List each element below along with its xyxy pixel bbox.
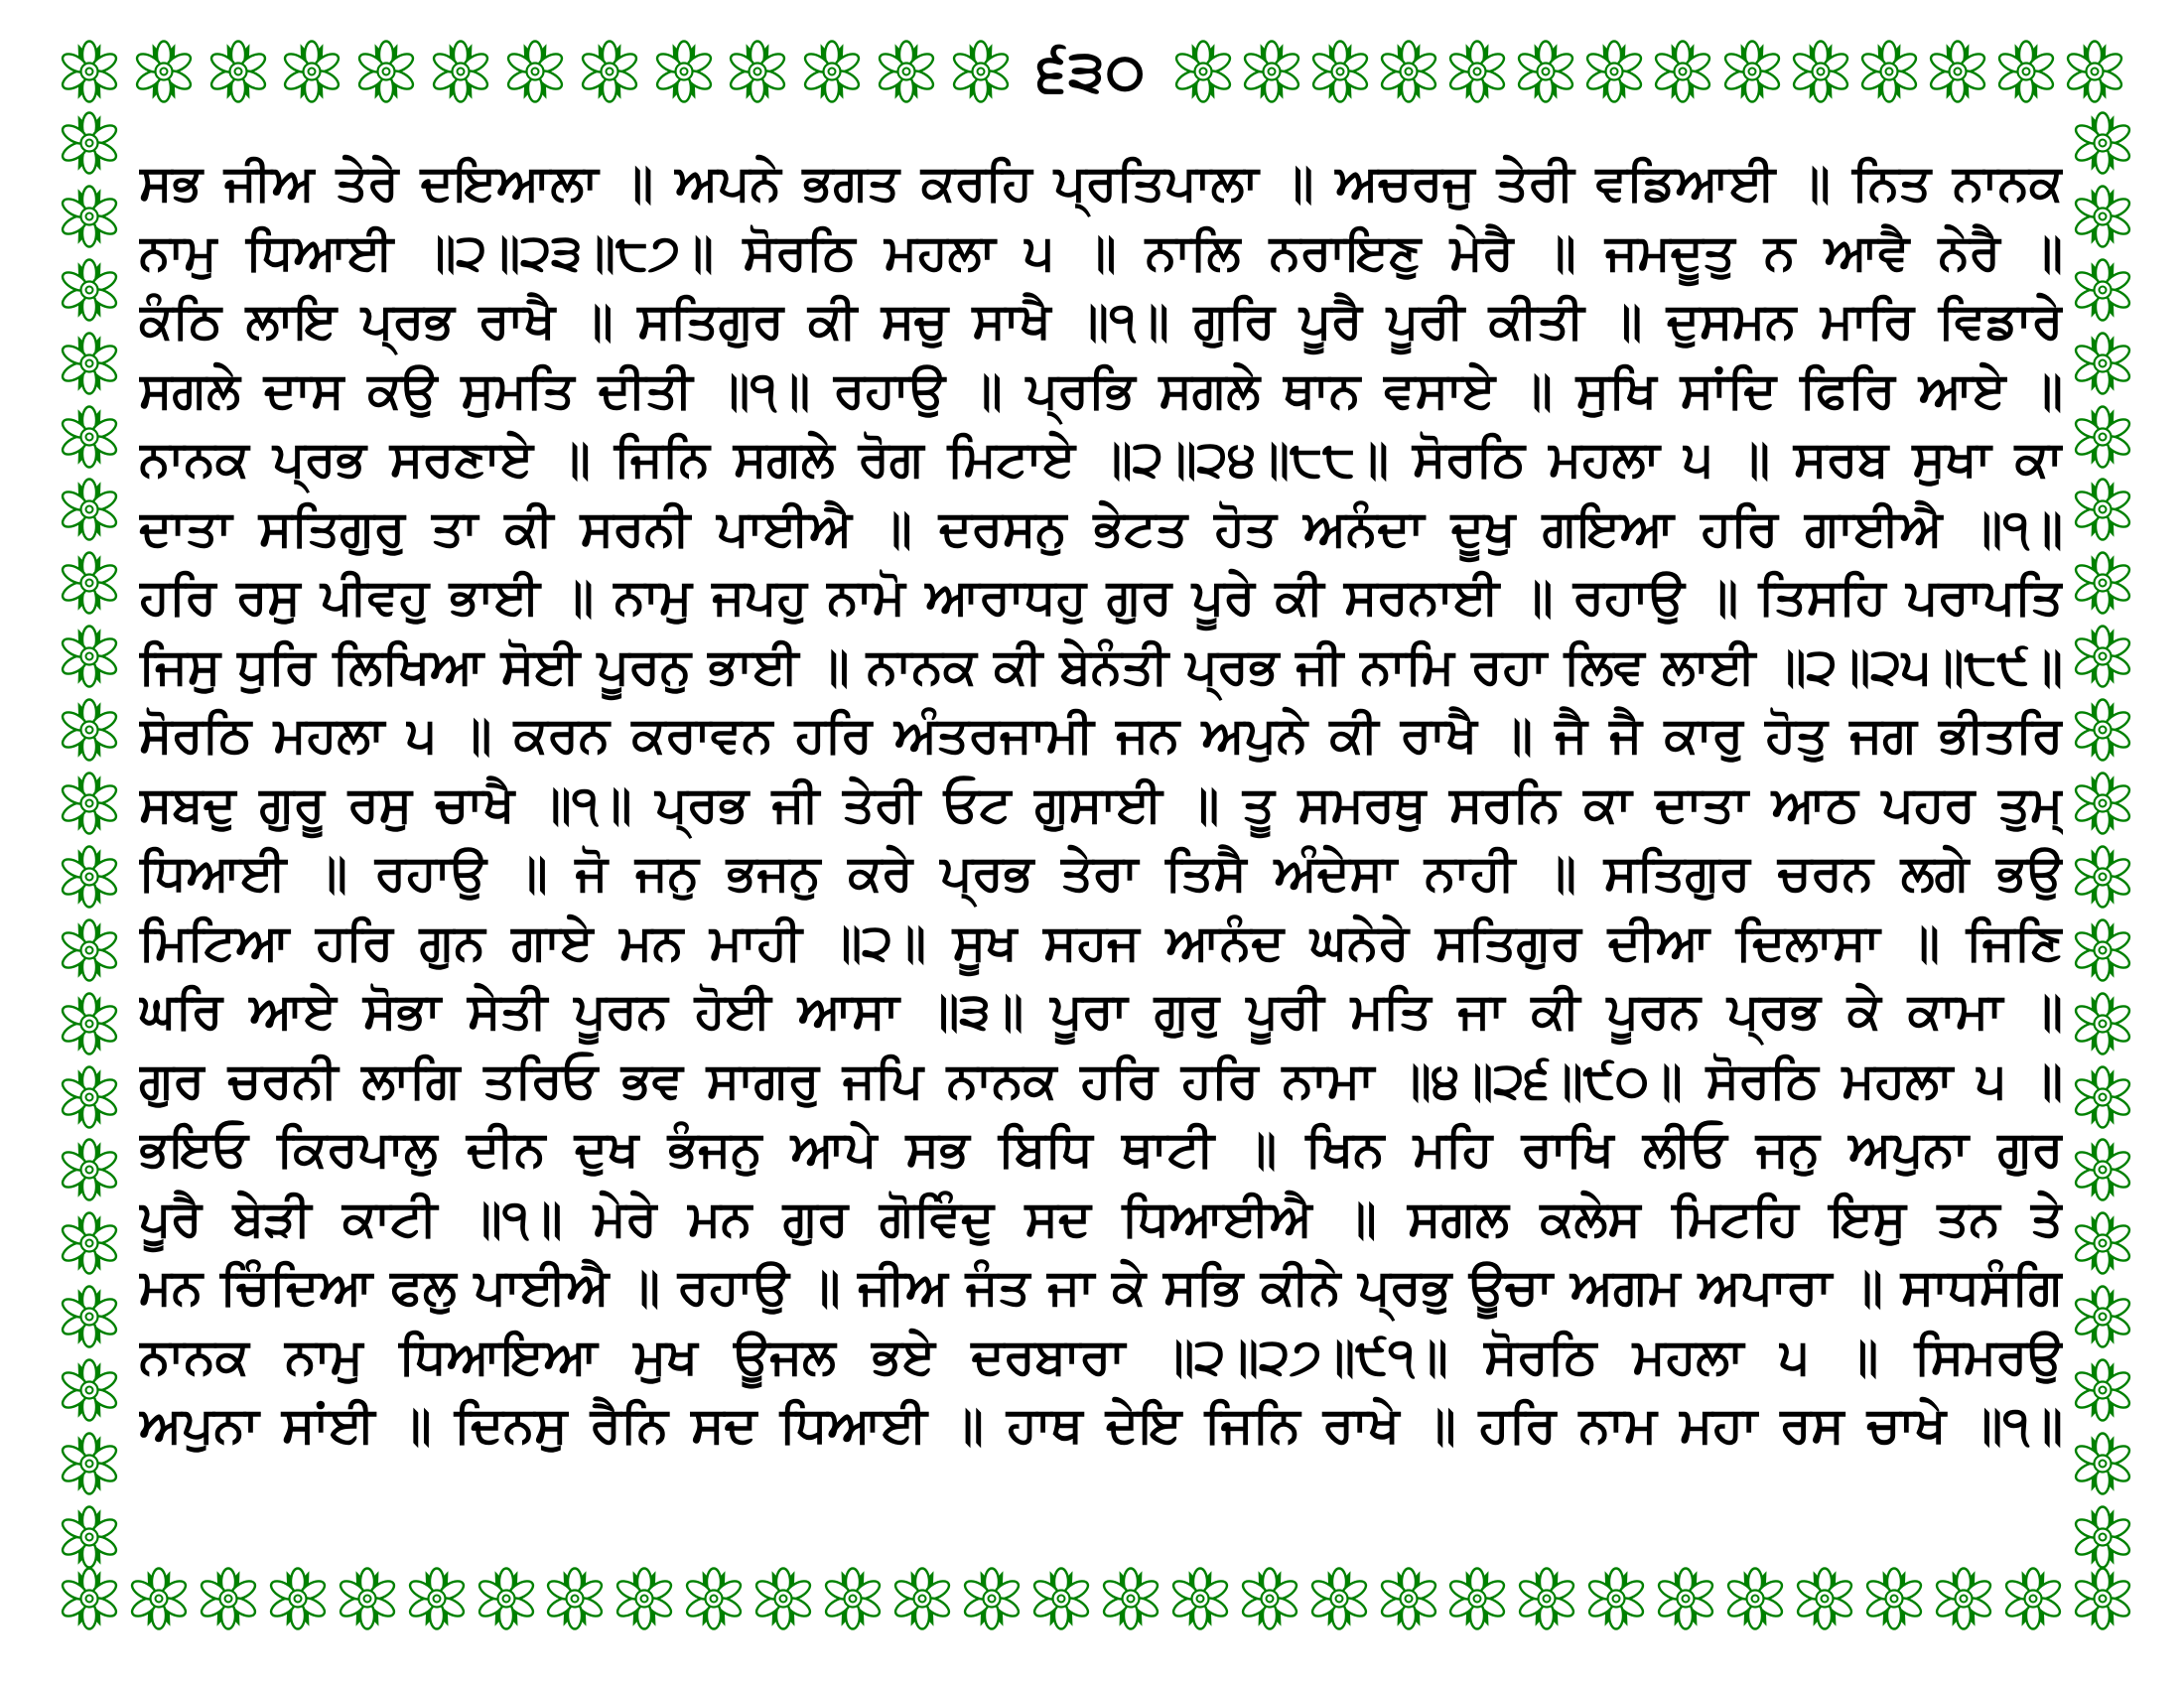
flower-icon: [266, 1567, 330, 1630]
flower-icon: [280, 40, 343, 103]
gurbani-text-line: ਨਾਨਕ ਪ੍ਰਭ ਸਰਣਾਏ ॥ ਜਿਨਿ ਸਗਲੇ ਰੋਗ ਮਿਟਾਏ ॥੨॥੨੪॥੮੮॥ ਸੋਰਠਿ ਮਹਲਾ ੫ ॥ ਸਰਬ ਸੁਖਾ ਕਾ: [139, 431, 2063, 487]
flower-icon: [354, 40, 418, 103]
gurbani-text-line: ਮਿਟਿਆ ਹਰਿ ਗੁਨ ਗਾਏ ਮਨ ਮਾਹੀ ॥੨॥ ਸੂਖ ਸਹਜ ਆਨੰਦ ਘਨੇਰੇ ਸਤਿਗੁਰ ਦੀਆ ਦਿਲਾਸਾ ॥ ਜਿਣਿ: [139, 914, 2063, 970]
border-top-left-flowers: [58, 40, 1013, 103]
flower-icon: [503, 40, 567, 103]
page-number: ੬੩੦: [1036, 39, 1148, 103]
flower-icon: [2071, 1358, 2134, 1422]
flower-icon: [1515, 1567, 1578, 1630]
flower-icon: [58, 258, 121, 322]
flower-icon: [613, 1567, 676, 1630]
flower-icon: [1240, 40, 1303, 103]
gurbani-text-line: ਸਬਦੁ ਗੁਰੂ ਰਸੁ ਚਾਖੈ ॥੧॥ ਪ੍ਰਭ ਜੀ ਤੇਰੀ ਓਟ ਗੁਸਾਈ ॥ ਤੂ ਸਮਰਥੁ ਸਰਨਿ ਕਾ ਦਾਤਾ ਆਠ ਪਹਰ ਤੁਮ੍: [139, 775, 2063, 832]
border-top-right-flowers: [1171, 40, 2126, 103]
flower-icon: [2071, 1285, 2134, 1348]
flower-icon: [1445, 40, 1509, 103]
flower-icon: [1857, 40, 1921, 103]
flower-icon: [1862, 1567, 1926, 1630]
flower-icon: [2071, 405, 2134, 469]
flower-icon: [1377, 40, 1440, 103]
flower-icon: [578, 40, 641, 103]
flower-icon: [58, 478, 121, 541]
flower-icon: [1926, 40, 1989, 103]
flower-icon: [58, 1138, 121, 1201]
flower-icon: [58, 405, 121, 469]
flower-icon: [2071, 1432, 2134, 1495]
gurbani-text-line: ਸਭ ਜੀਅ ਤੇਰੇ ਦਇਆਲਾ ॥ ਅਪਨੇ ਭਗਤ ਕਰਹਿ ਪ੍ਰਤਿਪਾਲਾ ॥ ਅਚਰਜੁ ਤੇਰੀ ਵਡਿਆਈ ॥ ਨਿਤ ਨਾਨਕ: [139, 155, 2063, 211]
flower-icon: [1932, 1567, 1995, 1630]
flower-icon: [800, 40, 864, 103]
flower-icon: [821, 1567, 885, 1630]
flower-icon: [1584, 1567, 1648, 1630]
flower-icon: [1654, 1567, 1717, 1630]
flower-icon: [58, 111, 121, 175]
gurbani-text-line: ਸਗਲੇ ਦਾਸ ਕਉ ਸੁਮਤਿ ਦੀਤੀ ॥੧॥ ਰਹਾਉ ॥ ਪ੍ਰਭਿ ਸਗਲੇ ਥਾਨ ਵਸਾਏ ॥ ਸੁਖਿ ਸਾਂਦਿ ਫਿਰਿ ਆਏ ॥: [139, 361, 2063, 418]
flower-icon: [58, 40, 121, 103]
flower-icon: [127, 1567, 191, 1630]
flower-icon: [58, 845, 121, 909]
flower-icon: [2071, 1211, 2134, 1275]
flower-icon: [58, 1358, 121, 1422]
flower-icon: [1377, 1567, 1440, 1630]
flower-icon: [2071, 698, 2134, 762]
gurbani-text-block: [139, 149, 2063, 1461]
flower-icon: [2071, 992, 2134, 1055]
flower-icon: [682, 1567, 746, 1630]
flower-icon: [2071, 332, 2134, 395]
flower-icon: [2071, 1567, 2134, 1630]
gurbani-text-line: ਅਪੁਨਾ ਸਾਂਈ ॥ ਦਿਨਸੁ ਰੈਨਿ ਸਦ ਧਿਆਈ ॥ ਹਾਥ ਦੇਇ ਜਿਨਿ ਰਾਖੇ ॥ ਹਰਿ ਨਾਮ ਮਹਾ ਰਸ ਚਾਖੇ ॥੧॥: [139, 1397, 2063, 1453]
gurbani-text-line: ਨਾਮੁ ਧਿਆਈ ॥੨॥੨੩॥੮੭॥ ਸੋਰਠਿ ਮਹਲਾ ੫ ॥ ਨਾਲਿ ਨਰਾਇਣੁ ਮੇਰੈ ॥ ਜਮਦੂਤੁ ਨ ਆਵੈ ਨੇਰੈ ॥: [139, 223, 2063, 280]
flower-icon: [751, 1567, 815, 1630]
flower-icon: [1582, 40, 1646, 103]
flower-icon: [58, 1505, 121, 1569]
flower-icon: [875, 40, 938, 103]
gurbani-text-line: ਮਨ ਚਿੰਦਿਆ ਫਲੁ ਪਾਈਐ ॥ ਰਹਾਉ ॥ ਜੀਅ ਜੰਤ ਜਾ ਕੇ ਸਭਿ ਕੀਨੇ ਪ੍ਰਭੁ ਊਚਾ ਅਗਮ ਅਪਾਰਾ ॥ ਸਾਧਸੰਗਿ: [139, 1259, 2063, 1315]
flower-icon: [1651, 40, 1714, 103]
flower-icon: [58, 918, 121, 982]
flower-icon: [2071, 1505, 2134, 1569]
flower-icon: [1238, 1567, 1301, 1630]
flower-icon: [1445, 1567, 1509, 1630]
flower-icon: [475, 1567, 538, 1630]
flower-icon: [2071, 772, 2134, 835]
flower-icon: [2071, 1065, 2134, 1129]
flower-icon: [726, 40, 789, 103]
flower-icon: [2071, 111, 2134, 175]
flower-icon: [949, 40, 1013, 103]
flower-icon: [2071, 918, 2134, 982]
flower-icon: [2071, 625, 2134, 688]
flower-icon: [543, 1567, 607, 1630]
flower-icon: [206, 40, 270, 103]
flower-icon: [58, 185, 121, 248]
flower-icon: [336, 1567, 399, 1630]
flower-icon: [2071, 551, 2134, 615]
gurbani-text-line: ਘਰਿ ਆਏ ਸੋਭਾ ਸੇਤੀ ਪੂਰਨ ਹੋਈ ਆਸਾ ॥੩॥ ਪੂਰਾ ਗੁਰੁ ਪੂਰੀ ਮਤਿ ਜਾ ਕੀ ਪੂਰਨ ਪ੍ਰਭ ਕੇ ਕਾਮਾ ॥: [139, 983, 2063, 1039]
flower-icon: [1168, 1567, 1232, 1630]
flower-icon: [1308, 40, 1372, 103]
flower-icon: [58, 332, 121, 395]
flower-icon: [58, 1065, 121, 1129]
gurbani-text-line: ਧਿਆਈ ॥ ਰਹਾਉ ॥ ਜੋ ਜਨੁ ਭਜਨੁ ਕਰੇ ਪ੍ਰਭ ਤੇਰਾ ਤਿਸੈ ਅੰਦੇਸਾ ਨਾਹੀ ॥ ਸਤਿਗੁਰ ਚਰਨ ਲਗੇ ਭਉ: [139, 845, 2063, 901]
flower-icon: [1514, 40, 1577, 103]
flower-icon: [652, 40, 716, 103]
gurbani-text-line: ਨਾਨਕ ਨਾਮੁ ਧਿਆਇਆ ਮੁਖ ਊਜਲ ਭਏ ਦਰਬਾਰਾ ॥੨॥੨੭॥੯੧॥ ਸੋਰਠਿ ਮਹਲਾ ੫ ॥ ਸਿਮਰਉ: [139, 1328, 2063, 1384]
gurbani-text-line: ਦਾਤਾ ਸਤਿਗੁਰੁ ਤਾ ਕੀ ਸਰਨੀ ਪਾਈਐ ॥ ਦਰਸਨੁ ਭੇਟਤ ਹੋਤ ਅਨੰਦਾ ਦੂਖੁ ਗਇਆ ਹਰਿ ਗਾਈਐ ॥੧॥: [139, 499, 2063, 556]
gurbani-text-line: ਜਿਸੁ ਧੁਰਿ ਲਿਖਿਆ ਸੋਈ ਪੂਰਨੁ ਭਾਈ ॥ ਨਾਨਕ ਕੀ ਬੇਨੰਤੀ ਪ੍ਰਭ ਜੀ ਨਾਮਿ ਰਹਾ ਲਿਵ ਲਾਈ ॥੨॥੨੫॥੮੯॥: [139, 637, 2063, 694]
gurbani-text-line: ਹਰਿ ਰਸੁ ਪੀਵਹੁ ਭਾਈ ॥ ਨਾਮੁ ਜਪਹੁ ਨਾਮੋ ਆਰਾਧਹੁ ਗੁਰ ਪੂਰੇ ਕੀ ਸਰਨਾਈ ॥ ਰਹਾਉ ॥ ਤਿਸਹਿ ਪਰਾਪਤਿ: [139, 569, 2063, 625]
flower-icon: [1099, 1567, 1162, 1630]
gurbani-text-line: ਪੂਰੈ ਬੇੜੀ ਕਾਟੀ ॥੧॥ ਮੇਰੇ ਮਨ ਗੁਰ ਗੋਵਿੰਦੁ ਸਦ ਧਿਆਈਐ ॥ ਸਗਲ ਕਲੇਸ ਮਿਟਹਿ ਇਸੁ ਤਨ ਤੇ: [139, 1190, 2063, 1246]
flower-icon: [58, 625, 121, 688]
flower-icon: [1307, 1567, 1371, 1630]
border-left: [58, 111, 121, 1569]
flower-icon: [2071, 258, 2134, 322]
flower-icon: [1793, 1567, 1856, 1630]
flower-icon: [58, 698, 121, 762]
gurbani-text-line: ਸੋਰਠਿ ਮਹਲਾ ੫ ॥ ਕਰਨ ਕਰਾਵਨ ਹਰਿ ਅੰਤਰਜਾਮੀ ਜਨ ਅਪੁਨੇ ਕੀ ਰਾਖੈ ॥ ਜੈ ਜੈ ਕਾਰੁ ਹੋਤੁ ਜਗ ਭੀਤਰਿ: [139, 707, 2063, 763]
flower-icon: [2071, 1138, 2134, 1201]
flower-icon: [960, 1567, 1024, 1630]
flower-icon: [132, 40, 196, 103]
gurbani-text-line: ਕੰਠਿ ਲਾਇ ਪ੍ਰਭ ਰਾਖੈ ॥ ਸਤਿਗੁਰ ਕੀ ਸਚੁ ਸਾਖੈ ॥੧॥ ਗੁਰਿ ਪੂਰੈ ਪੂਰੀ ਕੀਤੀ ॥ ਦੁਸਮਨ ਮਾਰਿ ਵਿਡਾਰੇ: [139, 293, 2063, 349]
border-bottom: [58, 1567, 2134, 1630]
flower-icon: [58, 1432, 121, 1495]
flower-icon: [405, 1567, 469, 1630]
gurbani-text-line: ਗੁਰ ਚਰਨੀ ਲਾਗਿ ਤਰਿਓ ਭਵ ਸਾਗਰੁ ਜਪਿ ਨਾਨਕ ਹਰਿ ਹਰਿ ਨਾਮਾ ॥੪॥੨੬॥੯੦॥ ਸੋਰਠਿ ਮਹਲਾ ੫ ॥: [139, 1052, 2063, 1108]
flower-icon: [2071, 478, 2134, 541]
flower-icon: [1720, 40, 1784, 103]
flower-icon: [1171, 40, 1235, 103]
border-right: [2071, 111, 2134, 1569]
flower-icon: [1029, 1567, 1093, 1630]
flower-icon: [58, 1567, 121, 1630]
flower-icon: [429, 40, 492, 103]
flower-icon: [58, 1211, 121, 1275]
flower-icon: [197, 1567, 260, 1630]
flower-icon: [1723, 1567, 1787, 1630]
gurbani-text-line: ਭਇਓ ਕਿਰਪਾਲੁ ਦੀਨ ਦੁਖ ਭੰਜਨੁ ਆਪੇ ਸਭ ਬਿਧਿ ਥਾਟੀ ॥ ਖਿਨ ਮਹਿ ਰਾਖਿ ਲੀਓ ਜਨੁ ਅਪੁਨਾ ਗੁਰ: [139, 1121, 2063, 1177]
flower-icon: [2071, 185, 2134, 248]
flower-icon: [58, 551, 121, 615]
flower-icon: [890, 1567, 954, 1630]
flower-icon: [2071, 845, 2134, 909]
flower-icon: [58, 772, 121, 835]
flower-icon: [2063, 40, 2126, 103]
flower-icon: [2001, 1567, 2065, 1630]
flower-icon: [1994, 40, 2058, 103]
flower-icon: [58, 992, 121, 1055]
border-top: [58, 40, 2126, 103]
flower-icon: [58, 1285, 121, 1348]
flower-icon: [1789, 40, 1852, 103]
